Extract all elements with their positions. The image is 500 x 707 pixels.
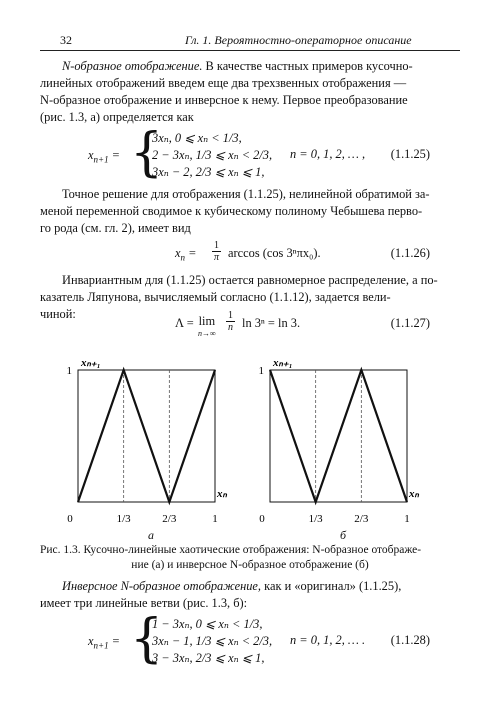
equation-rhs: ln 3ⁿ = ln 3. — [242, 316, 301, 330]
paragraph-n-map-intro — [40, 58, 460, 126]
text-line: линейных отображений введем еще два трехзвенных отображения — — [40, 76, 407, 90]
case-line: 1 − 3xₙ, 0 ⩽ xₙ < 1/3, — [152, 617, 263, 631]
equation-lhs: $x_n$ = — [175, 246, 197, 263]
equation-1-1-28 — [40, 609, 460, 670]
equation-number: (1.1.27) — [390, 316, 430, 330]
equation-condition: n = 0, 1, 2, … , — [290, 147, 366, 161]
caption-line: ние (а) и инверсное N-образное отображение (б) — [131, 559, 369, 571]
fraction: $\frac{1}{n}$ — [228, 310, 233, 333]
equation-number: (1.1.25) — [390, 147, 430, 161]
paragraph-exact-solution — [40, 186, 460, 237]
y-tick-label: 1 — [258, 365, 264, 377]
running-title: Гл. 1. Вероятностно-операторное описание — [185, 33, 412, 47]
x-tick-label: 2/3 — [162, 513, 177, 525]
y-axis-label: xₙ₊₁ — [273, 357, 293, 369]
equation-number: (1.1.26) — [390, 246, 430, 260]
case-line: 3 − 3xₙ, 2/3 ⩽ xₙ ⩽ 1, — [152, 651, 265, 665]
text-line: В качестве частных примеров кусочно- — [205, 59, 413, 73]
x-tick-label: 1 — [404, 513, 410, 525]
text-line: как и «оригинал» (1.1.25), — [264, 579, 402, 593]
caption-line: Рис. 1.3. Кусочно-линейные хаотические отображения: N-образное отображе- — [40, 544, 422, 556]
paragraph-title: Инверсное N-образное отображение, — [62, 579, 262, 593]
text-line: N-образное отображение и инверсное к нему. Первое преобразование — [40, 93, 408, 107]
x-tick-label: 0 — [67, 513, 73, 525]
equation-lhs: Λ = — [175, 316, 194, 330]
equation-lhs: $x_{n+1}$ = — [88, 148, 121, 165]
page-number: 32 — [60, 33, 72, 47]
left-brace: { — [130, 609, 164, 669]
text-line: казатель Ляпунова, вычисляемый согласно (1.1.12), задается вели- — [40, 290, 391, 304]
equation-condition: n = 0, 1, 2, … . — [290, 633, 366, 647]
paragraph-inverse-map — [40, 578, 460, 612]
text-line: меной переменной сводимое к кубическому полиному Чебышева перво- — [40, 204, 423, 218]
map-line — [270, 370, 407, 502]
x-tick-label: 1 — [212, 513, 218, 525]
text-line: го рода (см. гл. 2), имеет вид — [40, 221, 191, 235]
x-axis-label: xₙ — [217, 488, 227, 500]
limit: lim n→∞ — [198, 314, 216, 338]
paragraph-title: N-образное отображение. — [62, 59, 203, 73]
text-line: Инвариантным для (1.1.25) остается равномерное распределение, а по- — [62, 273, 438, 287]
y-axis-label: xₙ₊₁ — [81, 357, 101, 369]
equation-number: (1.1.28) — [390, 633, 430, 647]
x-axis-label: xₙ — [409, 488, 419, 500]
equation-rhs: arccos (cos 3ⁿπx₀). — [228, 246, 321, 260]
left-brace: { — [130, 123, 164, 183]
equation-lhs: $x_{n+1}$ = — [88, 634, 121, 651]
figure-label-a: а — [148, 528, 154, 542]
equation-1-1-27 — [40, 310, 460, 344]
case-line: 3xₙ − 1, 1/3 ⩽ xₙ < 2/3, — [152, 634, 273, 648]
figure-1-3 — [0, 352, 500, 527]
case-line: 3xₙ, 0 ⩽ xₙ < 1/3, — [152, 131, 242, 145]
case-line: 2 − 3xₙ, 1/3 ⩽ xₙ < 2/3, — [152, 148, 273, 162]
text-line: Точное решение для отображения (1.1.25), нелинейной обратимой за- — [62, 187, 430, 201]
x-tick-label: 1/3 — [308, 513, 323, 525]
y-tick-label: 1 — [66, 365, 72, 377]
text-line: имеет три линейные ветви (рис. 1.3, б): — [40, 596, 248, 610]
case-line: 3xₙ − 2, 2/3 ⩽ xₙ ⩽ 1, — [152, 165, 265, 179]
equation-1-1-25 — [40, 123, 460, 184]
text-line: чиной: — [40, 307, 76, 321]
map-line — [78, 370, 215, 502]
text-line: (рис. 1.3, а) определяется как — [40, 110, 194, 124]
running-header — [40, 30, 460, 51]
x-tick-label: 0 — [259, 513, 265, 525]
equation-1-1-26 — [40, 240, 460, 270]
figure-caption — [40, 543, 460, 573]
fraction: $\frac{1}{\pi}$ — [214, 240, 220, 263]
x-tick-label: 2/3 — [354, 513, 369, 525]
figure-label-b: б — [340, 528, 347, 542]
x-tick-label: 1/3 — [116, 513, 131, 525]
